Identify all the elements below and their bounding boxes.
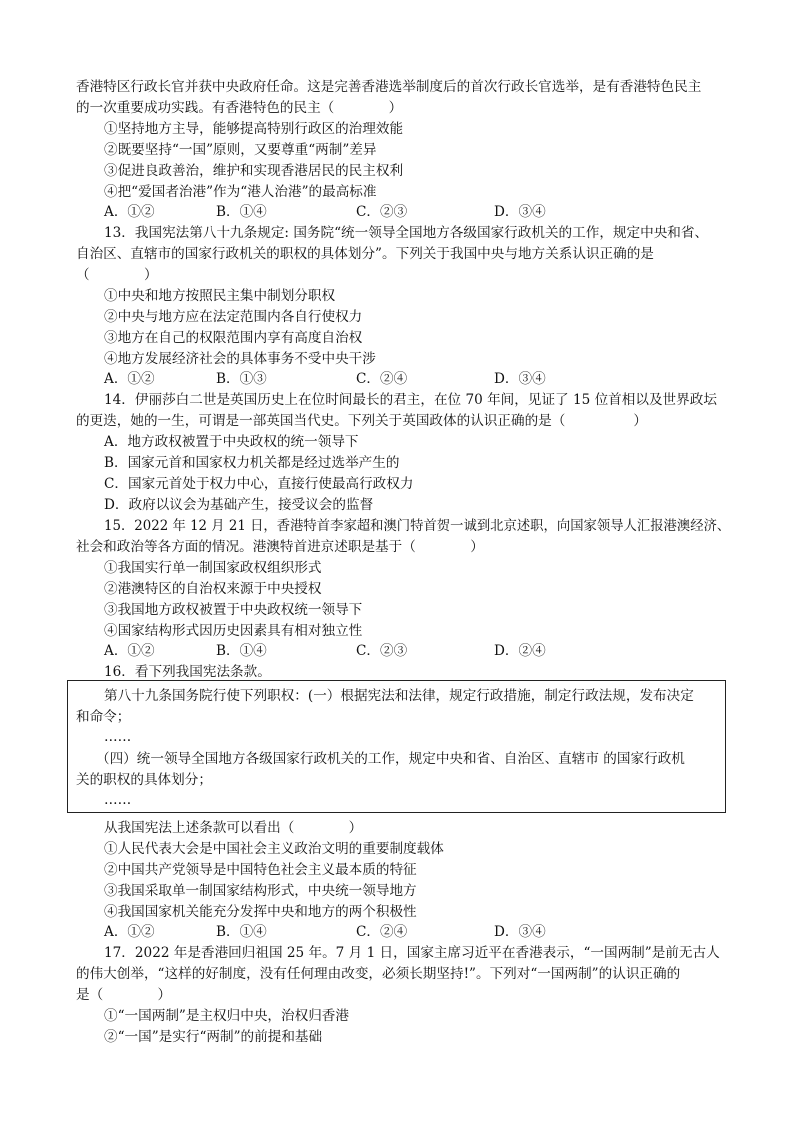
excerpt-ellipsis-1: …… [104,729,132,745]
q12-option-a: A．①② [104,204,155,220]
q15-option-c: C．②③ [356,643,408,659]
q14-option-a: A．地方政权被置于中央政权的统一领导下 [104,434,359,450]
q12-item-2: ②既要坚持“一国”原则，又要尊重“两制”差异 [104,142,377,158]
q12-item-4: ④把“爱国者治港”作为“港人治港”的最高标准 [104,184,377,200]
q13-item-2: ②中央与地方应在法定范围内各自行使权力 [104,309,363,325]
q13-stem-line-1: 13．我国宪法第八十九条规定: 国务院“统一领导全国地方各级国家行政机关的工作，规定中央和省、 [104,225,709,241]
q12-item-1: ①坚持地方主导，能够提高特别行政区的治理效能 [104,121,404,137]
q12-stem-line-1: 香港特区行政长官并获中央政府任命。这是完善香港选举制度后的首次行政长官选举，是有香港特色民主 [76,79,702,95]
q13-stem-line-3: （ ） [76,267,158,283]
excerpt-line-1: 第八十九条国务院行使下列职权：(一）根据宪法和法律，规定行政措施，制定行政法规，发布决定 [104,688,694,704]
q16-intro: 16．看下列我国宪法条款。 [104,664,271,680]
q16-option-a: A．①② [104,924,155,940]
q16-item-2: ②中国共产党领导是中国特色社会主义最本质的特征 [104,862,417,878]
q16-item-1: ①人民代表大会是中国社会主义政治文明的重要制度载体 [104,841,444,857]
q16-item-4: ④我国国家机关能充分发挥中央和地方的两个积极性 [104,904,417,920]
q16-stem: 从我国宪法上述条款可以看出（ ） [104,820,363,836]
q12-option-c: C．②③ [356,204,408,220]
excerpt-line-4: （四）统一领导全国地方各级国家行政机关的工作，规定中央和省、自治区、直辖市 的国家行政机 [96,751,685,767]
q13-item-4: ④地方发展经济社会的具体事务不受中央干涉 [104,351,376,367]
q15-item-1: ①我国实行单一制国家政权组织形式 [104,560,322,576]
q12-item-3: ③促进良政善治，维护和实现香港居民的民主权利 [104,163,404,179]
q12-option-d: D．③④ [494,204,546,220]
q17-item-2: ②“一国”是实行“两制”的前提和基础 [104,1029,323,1045]
q12-stem-line-2: 的一次重要成功实践。有香港特色的民主（ ） [76,100,403,116]
q15-option-d: D．②④ [494,643,546,659]
q15-item-4: ④国家结构形式因历史因素具有相对独立性 [104,623,363,639]
q14-option-b: B．国家元首和国家权力机关都是经过选举产生的 [104,455,400,471]
excerpt-line-5: 关的职权的具体划分； [76,772,212,788]
q14-stem-line-2: 的更迭，她的一生，可谓是一部英国当代史。下列关于英国政体的认识正确的是（ ） [76,413,647,429]
excerpt-ellipsis-2: …… [104,792,132,808]
q14-option-c: C．国家元首处于权力中心，直接行使最高行政权力 [104,476,414,492]
q15-stem-line-1: 15．2022 年 12 月 21 日，香港特首李家超和澳门特首贺一诚到北京述职，向国家领导人汇报港澳经济、 [104,518,731,534]
q14-stem-line-1: 14．伊丽莎白二世是英国历史上在位时间最长的君主，在位 70 年间，见证了 15 位首相以及世界政坛 [104,392,717,408]
q15-option-b: B．①④ [216,643,267,659]
q16-option-b: B．①④ [216,924,267,940]
q13-item-3: ③地方在自己的权限范围内享有高度自治权 [104,330,363,346]
q13-option-c: C．②④ [356,371,408,387]
q13-option-b: B．①③ [216,371,267,387]
q13-option-d: D．③④ [494,371,546,387]
q15-stem-line-2: 社会和政治等各方面的情况。港澳特首进京述职是基于（ ） [76,539,484,555]
q13-option-a: A．①② [104,371,155,387]
q15-item-2: ②港澳特区的自治权来源于中央授权 [104,581,322,597]
q17-item-1: ①“一国两制”是主权归中央，治权归香港 [104,1008,349,1024]
q12-option-b: B．①④ [216,204,267,220]
q17-stem-line-3: 是（ ） [76,987,172,1003]
q13-stem-line-2: 自治区、直辖市的国家行政机关的职权的具体划分”。下列关于我国中央与地方关系认识正确的是 [76,246,654,262]
q13-item-1: ①中央和地方按照民主集中制划分职权 [104,288,336,304]
q17-stem-line-2: 的伟大创举，“这样的好制度，没有任何理由改变，必须长期坚持!”。下列对“一国两制”的认识正确的 [76,966,681,982]
q16-item-3: ③我国采取单一制国家结构形式，中央统一领导地方 [104,883,417,899]
q16-option-d: D．③④ [494,924,546,940]
q15-item-3: ③我国地方政权被置于中央政权统一领导下 [104,602,363,618]
q17-stem-line-1: 17．2022 年是香港回归祖国 25 年。7 月 1 日，国家主席习近平在香港表示，“一国两制”是前无古人 [104,945,720,961]
q16-option-c: C．②④ [356,924,408,940]
q14-option-d: D．政府以议会为基础产生，接受议会的监督 [104,497,374,513]
q15-option-a: A．①② [104,643,155,659]
excerpt-line-2: 和命令； [76,709,131,725]
